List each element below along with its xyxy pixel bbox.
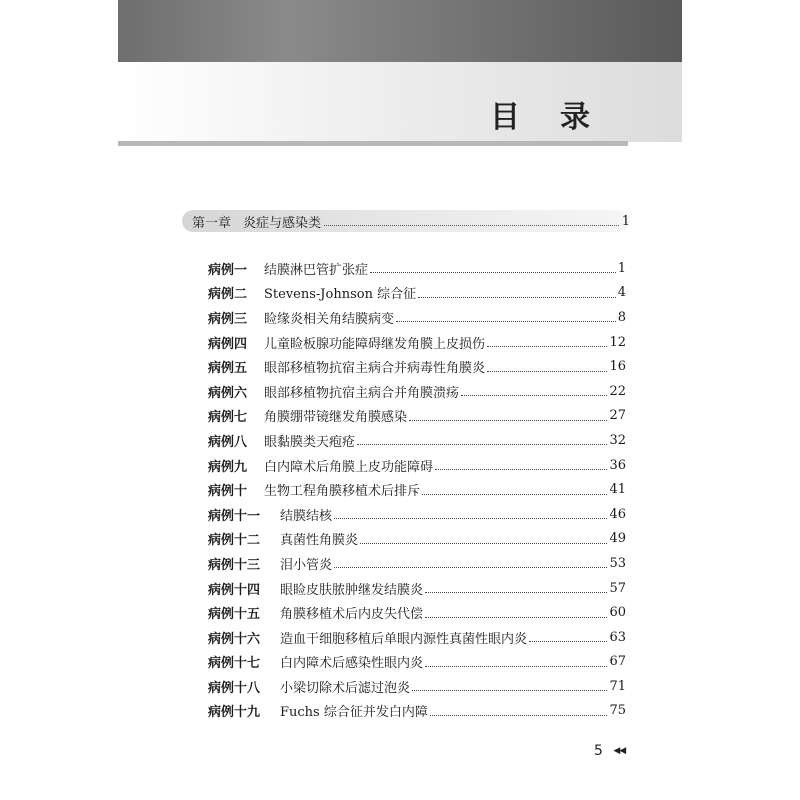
chapter-number: 第一章 <box>192 215 232 231</box>
case-page: 32 <box>609 432 626 448</box>
book-page <box>118 0 682 800</box>
case-title: Stevens-Johnson 综合征 <box>264 287 417 303</box>
toc-entry[interactable] <box>208 256 626 281</box>
case-label: 病例十 <box>208 484 248 500</box>
case-title: 生物工程角膜移植术后排斥 <box>264 484 421 500</box>
case-label: 病例十三 <box>208 557 261 573</box>
leader-dots <box>487 337 607 347</box>
case-label: 病例十一 <box>208 508 261 524</box>
page-footer <box>594 743 625 759</box>
case-label: 病例八 <box>208 434 248 450</box>
toc-entry[interactable] <box>208 453 626 478</box>
case-title: 结膜淋巴管扩张症 <box>264 262 369 278</box>
toc-entry[interactable] <box>208 502 626 527</box>
case-page: 53 <box>609 555 626 571</box>
toc-entry[interactable] <box>208 551 626 576</box>
case-title: Fuchs 综合征并发白内障 <box>280 705 428 721</box>
case-page: 57 <box>609 580 626 596</box>
case-page: 16 <box>609 359 626 375</box>
title-rule <box>118 141 628 146</box>
page-title: 目录 <box>490 100 630 135</box>
case-title: 真菌性角膜炎 <box>280 533 359 549</box>
leader-dots <box>425 608 607 618</box>
toc-entry[interactable] <box>208 330 626 355</box>
case-title: 眼部移植物抗宿主病合并病毒性角膜炎 <box>264 361 486 377</box>
case-page: 67 <box>609 654 626 670</box>
case-label: 病例六 <box>208 385 248 401</box>
toc-entry[interactable] <box>208 576 626 601</box>
case-page: 8 <box>617 309 626 325</box>
toc-entry[interactable] <box>208 699 626 724</box>
case-page: 49 <box>609 531 626 547</box>
leader-dots <box>324 216 619 226</box>
case-page: 4 <box>617 285 626 301</box>
leader-dots <box>461 386 607 396</box>
case-label: 病例四 <box>208 336 248 352</box>
leader-dots <box>334 558 607 568</box>
toc-entries <box>208 256 626 723</box>
toc-entry[interactable] <box>208 600 626 625</box>
case-page: 22 <box>609 383 626 399</box>
case-label: 病例十二 <box>208 533 261 549</box>
case-page: 60 <box>609 605 626 621</box>
case-page: 36 <box>609 457 626 473</box>
case-label: 病例二 <box>208 287 248 303</box>
case-title: 角膜绷带镜继发角膜感染 <box>264 410 408 426</box>
header-band <box>118 0 682 62</box>
toc-entry[interactable] <box>208 674 626 699</box>
leader-dots <box>334 509 607 519</box>
case-title: 儿童睑板腺功能障碍继发角膜上皮损伤 <box>264 336 486 352</box>
back-arrows-icon: ◀◀ <box>613 746 626 756</box>
toc-entry[interactable] <box>208 477 626 502</box>
toc-entry[interactable] <box>208 404 626 429</box>
case-page: 75 <box>609 703 626 719</box>
leader-dots <box>412 681 607 691</box>
case-page: 1 <box>617 260 626 276</box>
case-title: 眼部移植物抗宿主病合并角膜溃疡 <box>264 385 460 401</box>
case-title: 小梁切除术后滤过泡炎 <box>280 680 411 696</box>
case-title: 角膜移植术后内皮失代偿 <box>280 607 424 623</box>
case-title: 造血干细胞移植后单眼内源性真菌性眼内炎 <box>280 631 528 647</box>
case-title: 泪小管炎 <box>280 557 333 573</box>
case-label: 病例五 <box>208 361 248 377</box>
case-title: 结膜结核 <box>280 508 333 524</box>
leader-dots <box>425 657 607 667</box>
case-label: 病例十七 <box>208 656 261 672</box>
case-page: 63 <box>609 629 626 645</box>
leader-dots <box>396 312 616 322</box>
toc-entry[interactable] <box>208 527 626 552</box>
leader-dots <box>487 362 607 372</box>
toc-entry[interactable] <box>208 379 626 404</box>
case-title: 白内障术后感染性眼内炎 <box>280 656 424 672</box>
case-label: 病例十九 <box>208 705 261 721</box>
case-label: 病例九 <box>208 459 248 475</box>
page-number: 5 <box>594 743 603 759</box>
case-page: 46 <box>609 506 626 522</box>
leader-dots <box>370 263 616 273</box>
case-label: 病例三 <box>208 311 248 327</box>
leader-dots <box>418 288 616 298</box>
case-page: 12 <box>609 334 626 350</box>
case-label: 病例十五 <box>208 607 261 623</box>
case-title: 睑缘炎相关角结膜病变 <box>264 311 395 327</box>
leader-dots <box>430 706 608 716</box>
chapter-heading[interactable] <box>182 210 630 232</box>
leader-dots <box>357 435 607 445</box>
case-page: 71 <box>609 678 626 694</box>
case-label: 病例一 <box>208 262 248 278</box>
leader-dots <box>425 583 607 593</box>
case-page: 27 <box>609 408 626 424</box>
toc-entry[interactable] <box>208 281 626 306</box>
case-label: 病例七 <box>208 410 248 426</box>
chapter-page: 1 <box>621 213 630 229</box>
leader-dots <box>422 485 607 495</box>
case-label: 病例十六 <box>208 631 261 647</box>
case-title: 眼睑皮肤脓肿继发结膜炎 <box>280 582 424 598</box>
case-title: 眼黏膜类天疱疮 <box>264 434 356 450</box>
case-label: 病例十八 <box>208 680 261 696</box>
case-page: 41 <box>609 482 626 498</box>
toc-entry[interactable] <box>208 650 626 675</box>
leader-dots <box>409 411 607 421</box>
leader-dots <box>360 534 607 544</box>
toc-entry[interactable] <box>208 354 626 379</box>
toc-entry[interactable] <box>208 305 626 330</box>
case-label: 病例十四 <box>208 582 261 598</box>
toc-entry[interactable] <box>208 625 626 650</box>
toc-entry[interactable] <box>208 428 626 453</box>
leader-dots <box>529 632 607 642</box>
chapter-title: 炎症与感染类 <box>243 215 322 231</box>
case-title: 白内障术后角膜上皮功能障碍 <box>264 459 434 475</box>
leader-dots <box>435 460 607 470</box>
